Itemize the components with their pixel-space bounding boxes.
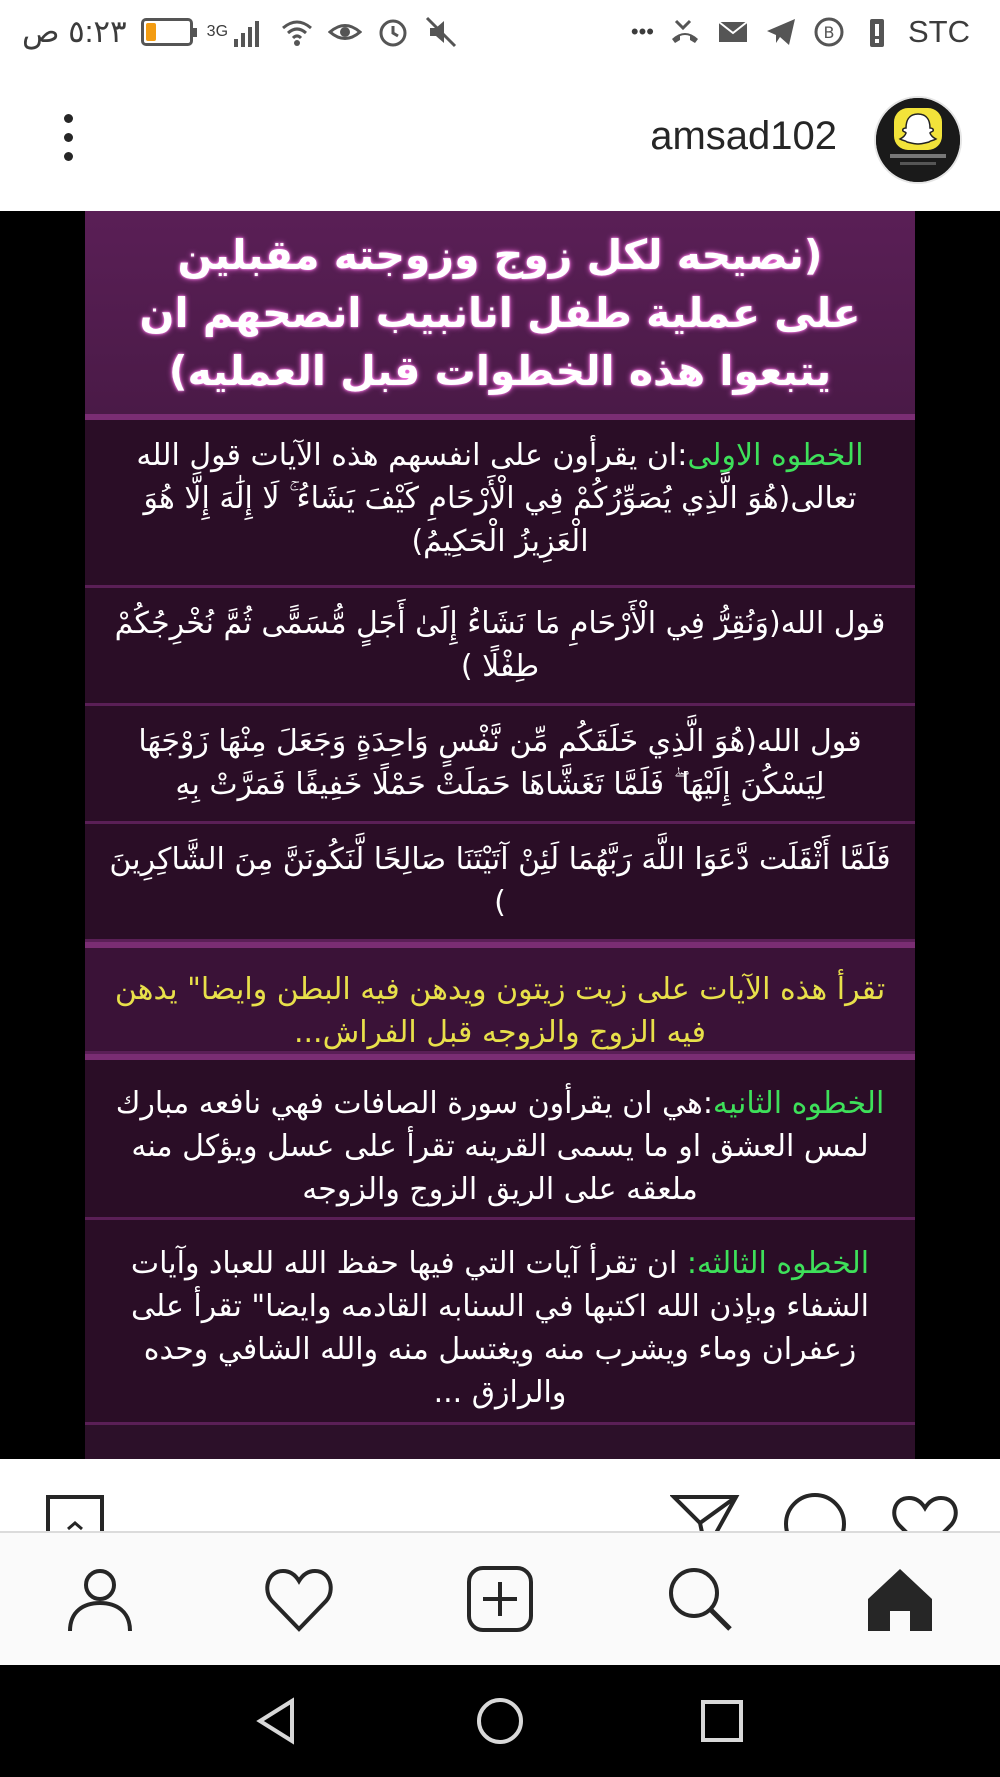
post-image[interactable]: [0, 211, 1000, 1459]
eye-icon: [328, 15, 362, 49]
verse2-block: [85, 588, 915, 706]
avatar[interactable]: [874, 96, 962, 184]
step2-block: [85, 1060, 915, 1220]
status-bar: [0, 0, 1000, 66]
wifi-icon: [280, 15, 314, 49]
step1-label: الخطوه الاولى: [687, 438, 864, 473]
new-post-icon[interactable]: [464, 1563, 536, 1635]
battery-icon: [141, 18, 193, 46]
verse2-text: قول الله(وَنُقِرُّ فِي الْأَرْحَامِ مَا نَشَاءُ إِلَىٰ أَجَلٍ مُّسَمًّى ثُمَّ نُخْرِجُكُمْ طِفْلًا ): [114, 606, 886, 684]
dot-icon: [64, 152, 73, 161]
verse3-block: [85, 706, 915, 824]
post-action-row: [0, 1459, 1000, 1531]
step1-text: :ان يقرأون على انفسهم هذه الآيات قول الله تعالى(هُوَ الَّذِي يُصَوِّرُكُمْ فِي الْأَرْحَامِ كَيْفَ يَشَاءُ ۚ لَا إِلَٰهَ إِلَّا هُوَ الْعَزِيزُ الْحَكِيمُ): [136, 438, 857, 559]
dot-icon: [64, 133, 73, 142]
post-username[interactable]: amsad102: [650, 114, 837, 158]
signal-icon: [232, 15, 266, 49]
dot-icon: [64, 114, 73, 123]
snapchat-logo-icon: [876, 98, 960, 182]
svg-text:B: B: [823, 23, 835, 42]
more-options-button[interactable]: [50, 114, 86, 166]
step2-label: الخطوه الثانيه: [712, 1086, 885, 1121]
mail-icon: [716, 15, 750, 49]
step3-label: الخطوه الثالثه:: [686, 1246, 870, 1281]
profile-icon[interactable]: [64, 1563, 136, 1635]
bottom-navigation: [0, 1531, 1000, 1665]
telegram-icon: [764, 15, 798, 49]
mute-icon: [424, 15, 458, 49]
oil-note-text: تقرأ هذه الآيات على زيت زيتون ويدهن فيه البطن وايضا" يدهن فيه الزوج والزوجه قبل الفراش...: [114, 972, 886, 1050]
oil-note-block: [85, 948, 915, 1054]
battery-alert-icon: [860, 15, 894, 49]
verse4-text: فَلَمَّا أَثْقَلَت دَّعَوَا اللَّهَ رَبَّهُمَا لَئِنْ آتَيْتَنَا صَالِحًا لَّنَكُونَنَّ مِنَ الشَّاكِرِينَ ): [109, 842, 891, 920]
home-icon[interactable]: [864, 1563, 936, 1635]
more-notifications-icon: •••: [630, 19, 654, 44]
verse3-text: قول الله(هُوَ الَّذِي خَلَقَكُم مِّن نَّفْسٍ وَاحِدَةٍ وَجَعَلَ مِنْهَا زَوْجَهَا لِيَسْكُنَ إِلَيْهَا ۖ فَلَمَّا تَغَشَّاهَا حَمَلَتْ حَمْلًا خَفِيفًا فَمَرَّتْ بِهِ: [138, 724, 862, 802]
like-icon[interactable]: [890, 1489, 960, 1531]
step1-block: [85, 420, 915, 588]
network-type: 3G: [206, 23, 229, 40]
poster-title: (نصيحه لكل زوج وزوجته مقبلين على عملية طفل انانبيب انصحهم ان يتبعوا هذه الخطوات قبل العمليه): [85, 211, 915, 414]
system-navigation-bar: [0, 1665, 1000, 1777]
post-header: [0, 66, 1000, 211]
comment-icon[interactable]: [780, 1489, 850, 1531]
advice-poster: [85, 211, 915, 1459]
bbm-icon: [812, 15, 846, 49]
step2-text: :هي ان يقرأون سورة الصافات فهي نافعه مبارك لمس العشق او ما يسمى القرينه تقرأ على عسل ويؤكل منه ملعقه على الريق الزوج والزوجه: [115, 1086, 869, 1207]
status-left-group: [631, 14, 970, 50]
activity-icon[interactable]: [263, 1563, 335, 1635]
recents-icon[interactable]: [696, 1695, 748, 1747]
home-circle-icon[interactable]: [474, 1695, 526, 1747]
missed-call-icon: [668, 15, 702, 49]
alarm-icon: [376, 15, 410, 49]
back-icon[interactable]: [252, 1695, 304, 1747]
share-icon[interactable]: [670, 1489, 740, 1531]
clock: ٥:٢٣ ص: [22, 14, 127, 49]
verse4-block: [85, 824, 915, 942]
status-right-group: [22, 14, 458, 50]
step3-text: ان تقرأ آيات التي فيها حفظ الله للعباد وآيات الشفاء وبإذن الله اكتبها في السنابه القادمه وايضا" تقرأ على زعفران وماء ويشرب منه ويغتسل منه والله الشافي وحده والرازق ...: [130, 1246, 869, 1410]
step3-block: [85, 1220, 915, 1425]
search-icon[interactable]: [664, 1563, 736, 1635]
carrier-name: STC: [908, 14, 970, 49]
bookmark-icon[interactable]: [40, 1489, 110, 1531]
